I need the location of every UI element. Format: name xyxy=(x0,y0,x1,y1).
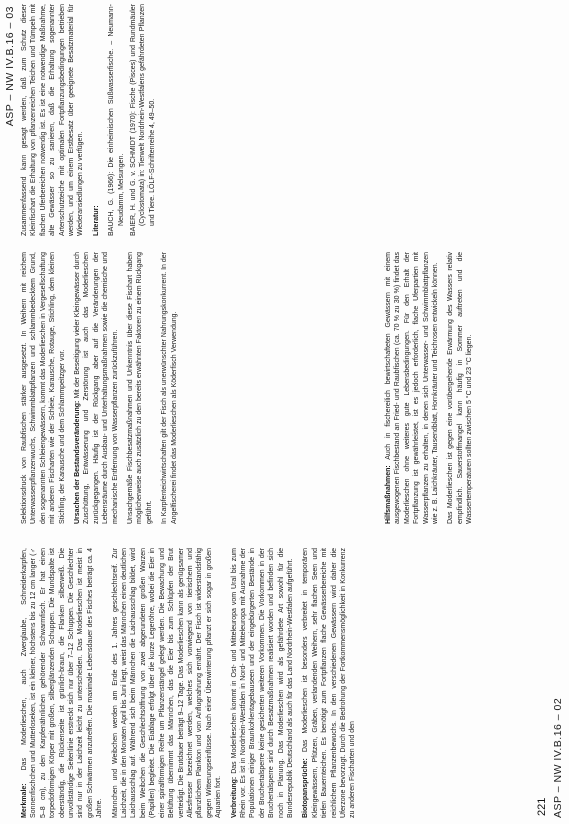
section-heading: Merkmale: xyxy=(21,783,28,818)
header-right: ASP – NW IV.B.16 – 03 xyxy=(4,6,16,127)
literature-entry: BAIER, H. und G. v. SCHMIDT (1970): Fische (Pisces) und Rundmäuler (Cyclostomata) in: Tierwelt Nordrhein-Westfalens gefährdeten Pflanzen und Tiere. LÖLF-Schriftenreihe 4, 49–50. xyxy=(130,4,156,236)
section-heading: Hilfsmaßnahmen: xyxy=(385,465,392,524)
section-text: Das Moderlieschen, auch Zwerglaube, Schneiderkarpfen, Sonnenfischchen und Mutterloseken, ist ein kleiner, höchstens bis zu 12 cm langer (♂ 5–8 cm), zu den Karpfenähnlichen gehörender Schwarmfisch. Er hat einen torpedoförmigen Körper mit großen, silberglänzenden Schuppen. Die Mundspalte ist oberständig, die Rückenseite ist grünlich-braun, die Flanken silberweiß. Die unvollständige Seitenlinie erstreckt sich nur über 7–12 Schuppen. Die Geschlechter sind nur in der Laichzeit leicht zu unterscheiden. Das Moderlieschen ist meist in großen Schwärmen anzutreffen. Die maximale Lebensdauer des Fisches beträgt ca. 4 Jahre. xyxy=(21,548,104,818)
section-heading: Verbreitung: xyxy=(230,776,238,818)
paragraph xyxy=(73,252,120,524)
section-text: Das Moderlieschen kommt in Ost- und Mitteleuropa vom Ural bis zum Rhein vor. Es ist in Nordrhein-Westfalen in Nord- und Mitteleuropa mit Ausnahme der Populationen einiger Braunkohlentagebauseen und der eingebürgerten Bestände in der Bruchertalsperre keine gesicherten weiteren Vorkommen. Die Vorkommen in der Bruchertalsperre sind durch Besatzmaßnahmen realisiert worden und befinden sich noch in Planung. Das Moderlieschen wird als gefährdete Art sowohl für die Bundesrepublik Deutschland als auch für das Land Nordrhein-Westfalen aufgeführt. xyxy=(230,548,294,818)
section-text: Das Moderlieschen ist besonders verbreitet in temporären Kleingewässern, Pfützen, Gräben, verlandenden Weihern, sehr flachen Seen und tiefen Bauernteichen. Es benötigt zum Fortpflanzen flache Gewässerbereiche mit reichlichem Pflanzenbewuchs. In den verschiedenen Gewässern wird daher die Uferzone bevorzugt. Durch die Bedrohung der Fortkommensmöglichkeit in Konkurrenz zu anderen Fischarten und den xyxy=(302,548,357,818)
column-a xyxy=(20,548,540,818)
paragraph xyxy=(20,252,67,524)
section-heading: Ursachen der Bestandsveränderung: xyxy=(74,400,82,524)
section-text: Mit der Beseitigung vieler Kleingewässer durch Zuschüttung, Entwässerung und Zerstörung ist auch das Moderlieschen zurückgegangen. Häufig ist der Rückgang aber auf die Veränderungen der Lebensräume durch Ausbau- und Unterhaltungsmaßnahmen sowie die chemische und mechanische Entfernung von Wasserpflanzen zurückzuführen. xyxy=(74,252,119,524)
section-text: Das Moderlieschen ist gegen eine vorübergehende Erwärmung des Wassers relativ empfindlich. Sauerstoffmangel kann häufig in Sommer auftreten und die Wassertemperaturen sollten zwischen 5 °C und 23 °C liegen. xyxy=(447,252,474,524)
section-heading: Biotopansprüche: xyxy=(302,758,310,818)
paragraph xyxy=(126,252,154,524)
literature-list xyxy=(107,4,157,236)
paragraph xyxy=(20,548,105,818)
literature-entry: BAUCH, G. (1966): Die einheimischen Süßwasserfische. – Neumann-Neudamm, Melsungen. xyxy=(108,4,125,236)
paragraph xyxy=(301,548,357,818)
literature-heading: Literatur: xyxy=(92,205,100,236)
section-text: Zusammenfassend kann gesagt werden, daß zum Schutz dieser Kleinfischart die Erhaltung von pflanzenreichen Teichen und Tümpeln mit flachen Uferbereichen notwendig ist. Es ist eine notwendige Maßnahme, alte Gewässer so zu sanieren, daß die Erhaltung sogenannter Artenschutzteiche mit optimalen Fortpflanzungsbedingungen betrieben werden, und um einem Erstbesatz über geeignete Besatzmaterial für Wiederansiedlungen zu verfügen. xyxy=(21,4,85,236)
paragraph xyxy=(111,548,224,818)
paragraph xyxy=(384,252,440,524)
header-left: ASP – NW IV.B.16 – 02 xyxy=(552,697,564,818)
column-c xyxy=(384,252,554,524)
section-text: Männchen und Weibchen werden am Ende des 1. Jahres geschlechtsreif. Zur Laichzeit, die in den Monaten April bis Juni liegt, weist das Männchen einen deutlichen Laichausschlag auf. Während sich beim Männchen die Laichausschlag bildet, wird beim Weibchen die Geschlechtsöffnung von zwei abgerundeten großen Warzen (Papillen) begleitet. Die Eiablage erfolgt über die kurze Legeröhre, wobei die Eier in einer spiralförmigen Reihe um Pflanzenstängel gelegt werden. Die Bewachung und Belüftung übernimmt das Männchen, das die Eier bis zum Schlüpfen der Brut verteidigt. Die Brutdauer beträgt 9–12 Tage. Das Moderlieschen kann als genügsamer Allesfresser bezeichnet werden, welches sich vorwiegend von tierischem und pflanzlichem Plankton und von Anflugnahrung ernährt. Der Fisch ist widerstandsfähig gegen Witterungseinflüsse. Nach einer Überwinterung pflanzt er sich sogar in großen Aquarien fort. xyxy=(111,548,223,818)
paragraph xyxy=(230,548,296,818)
paragraph xyxy=(20,4,86,236)
section-text: Selektionsdruck von Raubfischen stärker ausgesetzt. In Weihern mit reichem Unterwasserpflanzenwuchs, Schwimmblattpflanzen und schlammbedecktem Grund, den sogenannten Schleiengewässern, kommt das Moderlieschen in Vergesellschaftung mit anderen Fischarten wie der Schleie, Karausche, Rotauge, Stichling, dem kleinen Stichling, der Karausche und dem Schlammpeitzger vor. xyxy=(21,252,66,524)
paragraph xyxy=(446,252,474,524)
paragraph xyxy=(160,252,179,524)
section-text: Auch in fischereilich bewirtschafteten Gewässern mit einem ausgewogenen Fischbestand an Fried- und Raubfischen (ca. 70 % zu 30 %) findet das Moderlieschen ohne weiteres gute Lebensbedingungen. Für den Erhalt der Fortpflanzung ist gewährleistet, ist es jedoch erforderlich, flache Uferpartien mit Wasserpflanzen zu erhalten, in denen sich Unterwasser- und Schwimmblattpflanzen wie z. B. Laichkräuter, Tausendblatt, Hornkräuter und Teichrosen entwickeln können. xyxy=(385,251,440,524)
page-number: 221 xyxy=(536,797,548,816)
column-d-sections xyxy=(20,4,86,236)
column-d xyxy=(20,4,560,236)
section-text: Unsachgemäße Fischbesatzmaßnahmen und Unkenntnis über diese Fischart haben möglicherweise auch zusätzlich zu den bereits erwähnten Faktoren zu einem Rückgang geführt. xyxy=(127,252,153,524)
section-text: In Karpfenteichwirtschaften gilt der Fisch als unerwünschter Nahrungskonkurrent. In der Angelfischerei findet das Moderlieschen als Köderfisch Verwendung. xyxy=(161,252,178,524)
